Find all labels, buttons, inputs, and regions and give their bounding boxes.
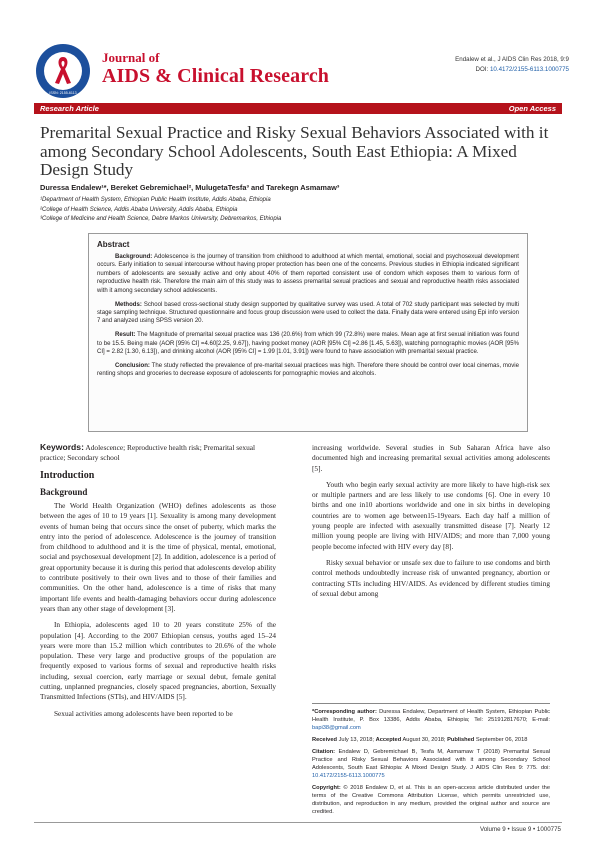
keywords: [40, 443, 276, 462]
journal-name: AIDS & Clinical Research: [102, 65, 330, 87]
doi-label: DOI:: [475, 66, 489, 73]
body-paragraph: Sexual activities among adolescents have been reported to be: [54, 708, 233, 718]
citation-header: Endalew et al., J AIDS Clin Res 2018, 9:9: [455, 56, 569, 63]
article-title: Premarital Sexual Practice and Risky Sexual Behaviors Associated with it among Secondary School Adolescents, South East Ethiopia: A Mixed Design Study: [40, 123, 549, 179]
keywords-text: Adolescence; Reproductive health risk; Premarital sexual practice; Secondary school: [40, 443, 256, 462]
right-column: [312, 443, 550, 605]
open-access-label: Open Access: [508, 104, 556, 113]
body-paragraph: increasing worldwide. Several studies in Sub Saharan Africa have also documented high and increasing premarital sexual activities among adolescents [5].: [312, 443, 550, 473]
body-paragraph: Youth who begin early sexual activity are more likely to have high-risk sex or multiple partners and are less likely to use condoms [6]. One in every 10 births and one in10 abortions worldwide and one in six births in developing countries are to women age between15-19years. Each day half a million of young people are infected with asexually transmitted disease [7]. Nearly 12 million young people are living with HIV/AIDS; and more than 7,000 young people become infected with HIV every day [8].: [312, 479, 550, 551]
body-paragraph: The World Health Organization (WHO) defines adolescents as those between the ages of 10 to 19 years [1]. Sexuality is among many development events of human being that occurs since the onset of puberty, which marks the entry into the period of adolescence. Adolescence is the journey of transition from childhood to adulthood and it is the time of physical, mental, emotional, social and psychosexual development [2]. In addition, adolescence is a period of great opportunity because it is during this period that adolescents develop ability to contribute positively to their own lives and to those of their families and communities. On the other hand, adolescence is a time of risks that many important life events and health-damaging behaviors occur during adolescence years than any other stage of development [3].: [40, 501, 276, 613]
body-paragraph: Risky sexual behavior or unsafe sex due to failure to use condoms and birth control methods undoubtedly increase risk of unwanted pregnancy, abortion or contracting STIs including HIV/AIDS. As evidenced by different studies timing of sexual debut among: [312, 557, 550, 598]
keywords-label: Keywords:: [40, 442, 84, 452]
abstract-box: [88, 233, 528, 432]
doi-header: [476, 66, 570, 73]
affiliation-1: ¹Department of Health System, Ethiopian Public Health Institute, Addis Ababa, Ethiopia: [40, 197, 271, 203]
article-type: Research Article: [40, 104, 99, 113]
journal-of-label: Journal of: [102, 50, 160, 65]
dates: Received July 13, 2018; Accepted August 30, 2018; Published September 06, 2018: [312, 737, 528, 743]
left-column: [40, 443, 276, 725]
abstract-heading: Abstract: [97, 240, 130, 249]
journal-logo: [34, 42, 92, 100]
abstract-methods: Methods: School based cross-sectional study design supported by qualitative survey was used. A total of 702 study participant was selected by multi stage sampling technique. Structured questionnaire and focus group discussion were used to collect the data. Finally data were entered using Epi info version 7 and analyzed using SPSS version 20.: [97, 301, 519, 325]
affiliations: [40, 196, 560, 225]
corresponding-author: *Corresponding author: Duressa Endalew, Department of Health System, Ethiopian Public Health Institute, P. Box 13386, Addis Ababa, Ethiopia; Tel: 251912817670; E-mail: bapi38@gmail.com: [312, 709, 550, 731]
doi-link[interactable]: 10.4172/2155-6113.1000775: [489, 66, 569, 73]
abstract-background: Background: Adolescence is the journey of transition from childhood to adulthood at which mental, emotional, social and psychosexual development occurs. Early initiation to sexual intercourse without having proper protection has been one of the concerns. Previous studies in Ethiopia indicated significant numbers of adolescents are sexually active and only about 40% of them reported consistent use of condom which exposes them to various form of reproductive health risk. Therefore the main aim of this study was to assess premarital sexual practices and sexual and reproductive health risks associated with it among secondary school adolescents.: [97, 254, 519, 294]
background-heading: Background: [40, 487, 88, 497]
logo-issn: ISSN: 2155-6113: [49, 91, 77, 95]
citation-note: Citation: Endalew D, Gebremichael B, Tesfa M, Asmamaw T (2018) Premarital Sexual Practice and Risky Sexual Behaviors Associated with it among Secondary School Adolescents, South East Ethiopia: A Mixed Design Study. J AIDS Clin Res 9: 775. doi: 10.4172/2155-6113.1000775: [312, 749, 550, 779]
affiliation-2: ²College of Health Science, Addis Ababa University, Addis Ababa, Ethiopia: [40, 206, 238, 213]
copyright-note: Copyright: © 2018 Endalew D, et al. This is an open-access article distributed under the terms of the Creative Commons Attribution License, which permits unrestricted use, distribution, and reproduction in any medium, provided the original author and source are credited.: [312, 785, 550, 815]
email-link[interactable]: bapi38@gmail.com: [312, 725, 361, 731]
affiliation-3: ³College of Medicine and Health Science, Debre Markos University, Debremarkos, Ethiopia: [40, 216, 282, 223]
body-paragraph: In Ethiopia, adolescents aged 10 to 20 years constitute 25% of the population [4]. According to the 2007 Ethiopian census, youths aged 15–24 years were more than 15.2 million which contributes to 20.6% of the whole population. These very large and productive groups of the population are frequently exposed to various forms of sexual and reproductive health risks including, sexual coercion, early marriage or sexual debut, female genital cutting, unplanned pregnancies, closely spaced pregnancies, abortion, Sexually Transmitted Infections (STIs), and HIV/AIDS [5].: [40, 620, 276, 702]
footnotes: [312, 703, 550, 820]
footer-divider: [34, 822, 562, 823]
abstract-conclusion: Conclusion: The study reflected the prevalence of pre-marital sexual practices was high. Therefore there should be control over local cinemas, movie renting shops and groceries to decrease exposure of adolescents for pornographic movies and alcohols.: [97, 362, 519, 378]
volume-footer: Volume 9 • Issue 9 • 1000775: [479, 826, 561, 833]
citation-doi-link[interactable]: 10.4172/2155-6113.1000775: [312, 773, 385, 779]
introduction-heading: Introduction: [40, 470, 95, 481]
article-type-bar: [34, 103, 562, 114]
abstract-result: Result: The Magnitude of premarital sexual practice was 136 (20.6%) from which 99 (72.8%) were males. Mean age at first sexual initiation was found to be 15.5. Being male (AOR [95% CI] =4.60[2.25, 9.67]), having pocket money (AOR [95% CI] =2.86 [1.45, 5.63]), watching pornographic movies (AOR [95% CI] = 2.82 [1.30, 6.13]), and drinking alcohol (AOR [95% CI] = 1.99 [1.01, 3.91]) were found to have association with premarital sexual practice.: [97, 332, 519, 356]
author-list: Duressa Endalew¹*, Bereket Gebremichael², MulugetaTesfa³ and Tarekegn Asmamaw³: [40, 183, 340, 192]
